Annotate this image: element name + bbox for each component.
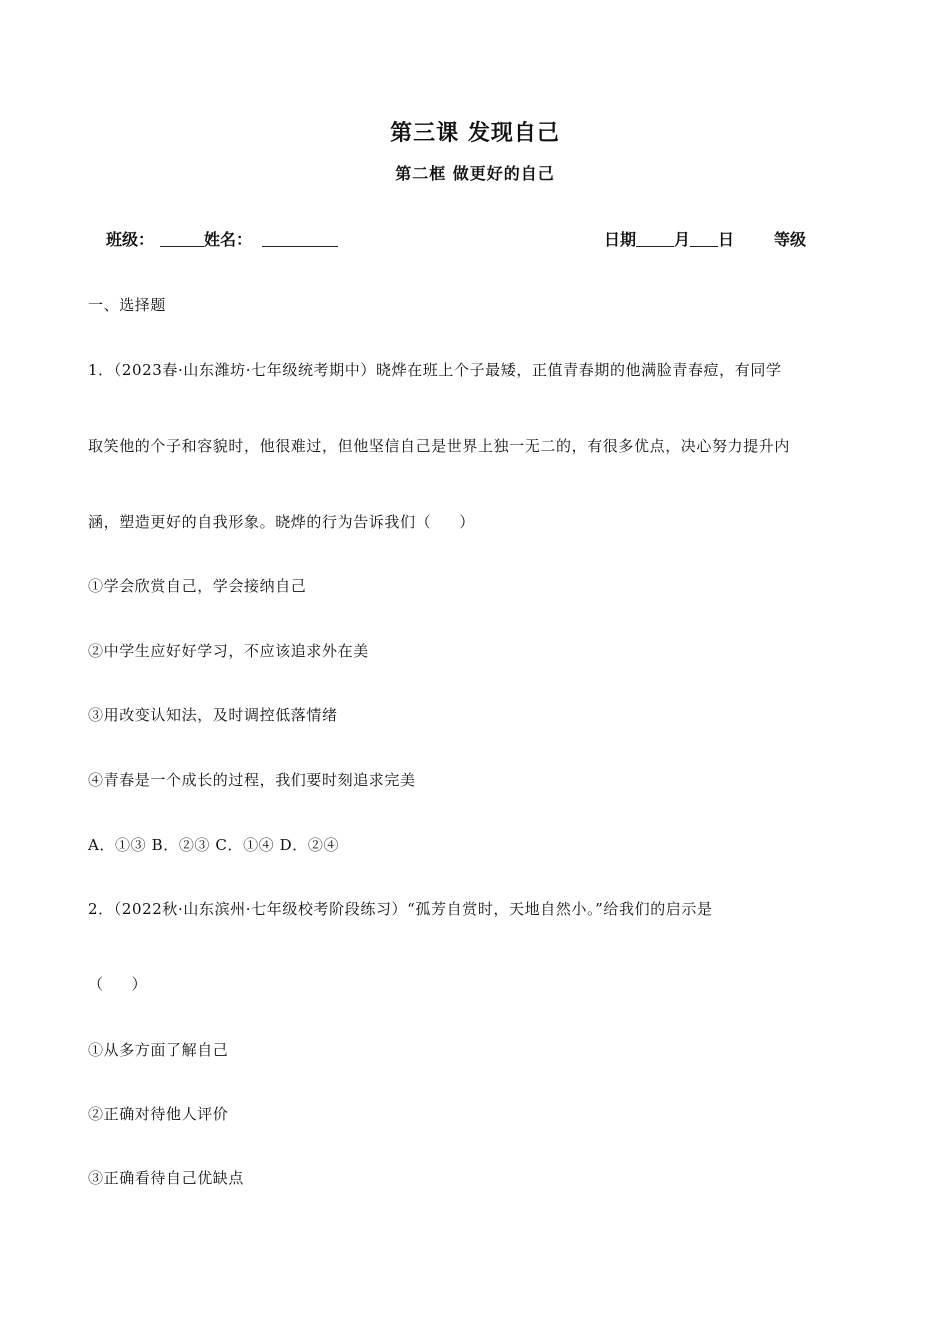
name-label: 姓名：	[204, 230, 253, 249]
q1-answer-choices: A．①③ B．②③ C．①④ D．②④	[88, 836, 340, 854]
student-info	[106, 227, 338, 250]
day-label: 日	[718, 230, 735, 249]
month-field[interactable]	[636, 232, 674, 247]
date-label: 日期	[604, 230, 637, 249]
q2-paren-close: ）	[131, 975, 148, 993]
q1-paren-close: ）	[459, 513, 475, 531]
month-label: 月	[674, 230, 691, 249]
q2-option-2: ②正确对待他人评价	[88, 1105, 229, 1123]
page-title: 第三课 发现自己	[390, 120, 560, 146]
class-label: 班级：	[106, 230, 155, 249]
section-title: 一、选择题	[88, 296, 167, 314]
date-grade-info	[604, 227, 806, 250]
q2-line-1: 2．（2022秋·山东滨州·七年级校考阶段练习）“孤芳自赏时，天地自然小。”给我们的启示是	[88, 900, 713, 918]
grade-label: 等级	[774, 230, 807, 249]
q2-answer-parens	[88, 973, 147, 994]
class-field[interactable]	[160, 232, 204, 247]
name-field[interactable]	[262, 232, 338, 247]
q2-option-1: ①从多方面了解自己	[88, 1041, 229, 1059]
page-subtitle: 第二框 做更好的自己	[395, 164, 555, 183]
q1-line-1: 1．（2023春·山东潍坊·七年级统考期中）晓烨在班上个子最矮，正值青春期的他满脸青春痘，有同学	[88, 361, 782, 379]
q2-paren-open: （	[88, 975, 104, 993]
q1-line-2: 取笑他的个子和容貌时，他很难过，但他坚信自己是世界上独一无二的，有很多优点，决心努力提升内	[88, 437, 791, 455]
q1-option-3: ③用改变认知法，及时调控低落情绪	[88, 706, 338, 724]
q1-option-1: ①学会欣赏自己，学会接纳自己	[88, 577, 307, 595]
q1-option-2: ②中学生应好好学习，不应该追求外在美	[88, 642, 369, 660]
day-field[interactable]	[690, 232, 718, 247]
q1-line-3-text: 涵，塑造更好的自我形象。晓烨的行为告诉我们（	[88, 513, 432, 531]
q1-line-3	[88, 511, 475, 532]
q2-option-3: ③正确看待自己优缺点	[88, 1169, 245, 1187]
q1-option-4: ④青春是一个成长的过程，我们要时刻追求完美	[88, 771, 416, 789]
